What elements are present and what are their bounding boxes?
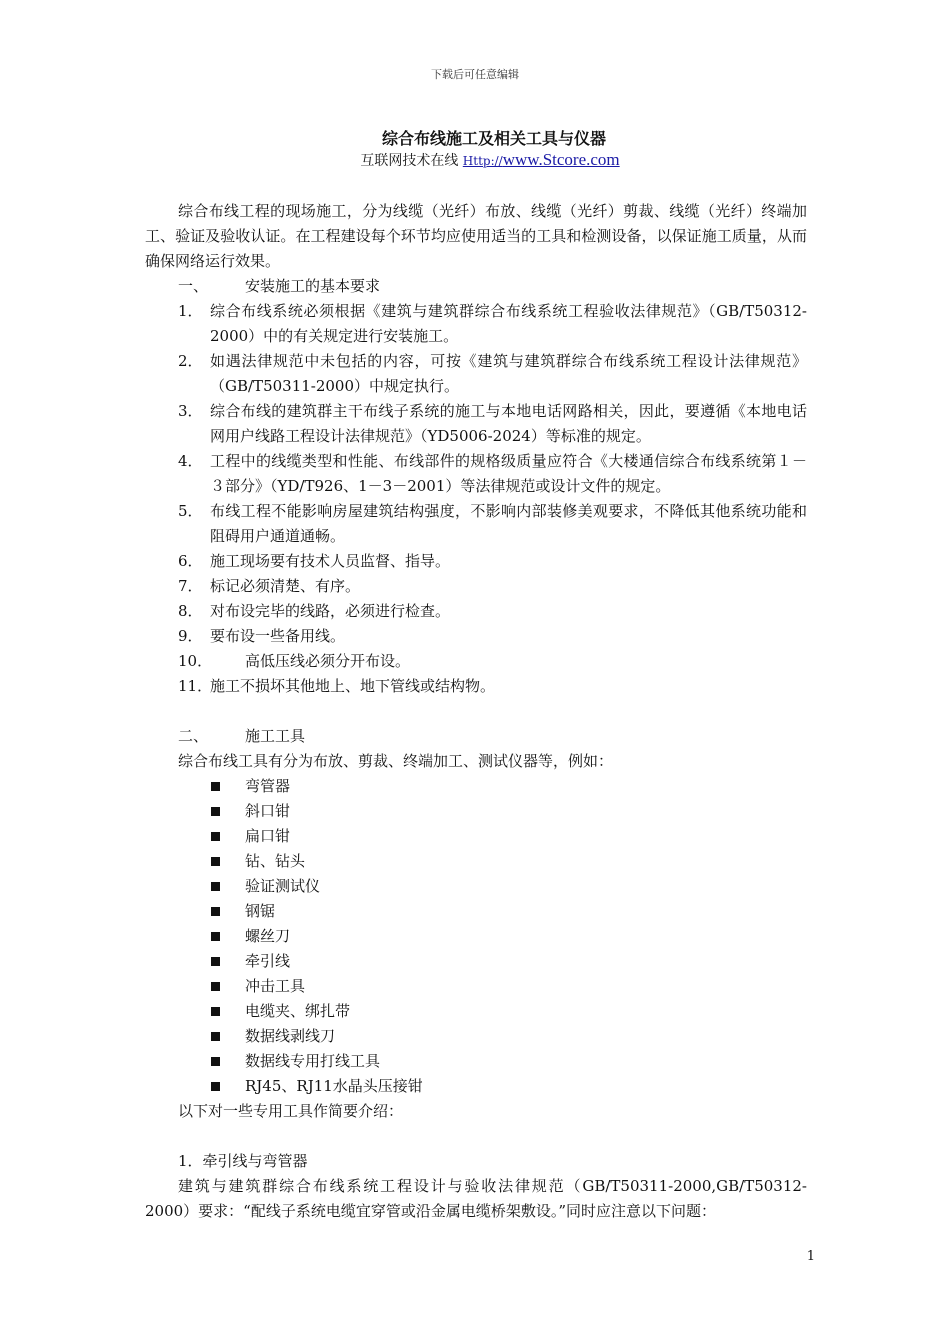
list-number: 5． (178, 502, 203, 520)
document-body (145, 199, 807, 1224)
bullet-item (145, 1074, 807, 1099)
list-number: 9． (178, 627, 203, 645)
list-text: 对布设完毕的线路，必须进行检查。 (210, 602, 451, 620)
bullet-text: 牵引线 (245, 952, 291, 970)
intro-paragraph: 综合布线工程的现场施工，分为线缆（光纤）布放、线缆（光纤）剪裁、线缆（光纤）终端加工、验证及验收认证。在工程建设每个环节均应使用适当的工具和检测设备，以保证施工质量，从而确保网络运行效果。 (145, 202, 807, 270)
square-bullet-icon (211, 924, 245, 949)
list-text: 工程中的线缆类型和性能、布线部件的规格级质量应符合《大楼通信综合布线系统第１－３部分》（YD/T926、1－3－2001）等法律规范或设计文件的规定。 (210, 452, 807, 495)
square-bullet-icon (211, 974, 245, 999)
list-item (145, 674, 807, 699)
list-number: 2． (178, 352, 203, 370)
bullet-text: RJ45、RJ11水晶头压接钳 (245, 1077, 423, 1095)
list-text: 要布设一些备用线。 (210, 627, 346, 645)
list-number: 3． (178, 402, 203, 420)
spacer (145, 1124, 807, 1149)
list-item (145, 549, 807, 574)
square-bullet-icon (211, 899, 245, 924)
bullet-item (145, 799, 807, 824)
bullet-item (145, 874, 807, 899)
square-bullet-icon (211, 774, 245, 799)
list-item (145, 349, 807, 399)
section-title: 安装施工的基本要求 (245, 277, 381, 295)
bullet-item (145, 824, 807, 849)
list-item (145, 499, 807, 549)
list-number: 4． (178, 452, 203, 470)
section-number: 一、 (178, 277, 209, 295)
list-text: 综合布线系统必须根据《建筑与建筑群综合布线系统工程验收法律规范》（GB/T50312-2000）中的有关规定进行安装施工。 (210, 302, 807, 345)
bullet-item (145, 949, 807, 974)
list-item (145, 624, 807, 649)
bullet-text: 验证测试仪 (245, 877, 321, 895)
bullet-item (145, 899, 807, 924)
bullet-item (145, 924, 807, 949)
spacer (145, 699, 807, 724)
section-number: 二、 (178, 727, 209, 745)
square-bullet-icon (211, 949, 245, 974)
list-text: 布线工程不能影响房屋建筑结构强度，不影响内部装修美观要求，不降低其他系统功能和阻碍用户通道通畅。 (210, 502, 807, 545)
bullet-item (145, 974, 807, 999)
bullet-item (145, 1049, 807, 1074)
bullet-text: 斜口钳 (245, 802, 291, 820)
list-number: 11． (178, 677, 213, 695)
source-link-prefix[interactable]: Http:// (462, 154, 503, 168)
square-bullet-icon (211, 1074, 245, 1099)
bullet-text: 数据线剥线刀 (245, 1027, 336, 1045)
square-bullet-icon (211, 799, 245, 824)
list-text: 高低压线必须分开布设。 (245, 652, 411, 670)
bullet-text: 钢锯 (245, 902, 276, 920)
bullet-text: 冲击工具 (245, 977, 306, 995)
header-note: 下载后可任意编辑 (431, 68, 519, 81)
list-text: 施工不损坏其他地上、地下管线或结构物。 (210, 677, 496, 695)
list-item (145, 649, 807, 674)
bullet-text: 数据线专用打线工具 (245, 1052, 381, 1070)
bullet-item (145, 849, 807, 874)
tools-outro: 以下对一些专用工具作简要介绍： (178, 1102, 404, 1120)
section-title: 施工工具 (245, 727, 306, 745)
square-bullet-icon (211, 999, 245, 1024)
list-item (145, 299, 807, 349)
list-text: 施工现场要有技术人员监督、指导。 (210, 552, 451, 570)
list-item (145, 599, 807, 624)
bullet-text: 电缆夹、绑扎带 (245, 1002, 351, 1020)
source-link-domain[interactable]: www.Stcore.com (502, 150, 620, 169)
list-number: 10． (178, 652, 213, 670)
subsection-title: 1．牵引线与弯管器 (178, 1152, 308, 1170)
square-bullet-icon (211, 849, 245, 874)
source-line (0, 150, 950, 170)
square-bullet-icon (211, 1024, 245, 1049)
list-item (145, 449, 807, 499)
square-bullet-icon (211, 824, 245, 849)
list-text: 综合布线的建筑群主干布线子系统的施工与本地电话网路相关，因此，要遵循《本地电话网用户线路工程设计法律规范》（YD5006-2024）等标准的规定。 (210, 402, 807, 445)
list-item (145, 399, 807, 449)
bullet-text: 螺丝刀 (245, 927, 291, 945)
section-heading (145, 274, 807, 299)
bullet-item (145, 999, 807, 1024)
site-name: 互联网技术在线 (360, 153, 459, 169)
subsection-paragraph: 建筑与建筑群综合布线系统工程设计与验收法律规范（GB/T50311-2000,GB/T50312-2000）要求：“配线子系统电缆宜穿管或沿金属电缆桥架敷设。”同时应注意以下问题： (145, 1177, 807, 1220)
list-number: 1． (178, 302, 203, 320)
list-text: 如遇法律规范中未包括的内容，可按《建筑与建筑群综合布线系统工程设计法律规范》（GB/T50311-2000）中规定执行。 (210, 352, 807, 395)
section-heading (145, 724, 807, 749)
list-text: 标记必须清楚、有序。 (210, 577, 361, 595)
bullet-text: 钻、钻头 (245, 852, 306, 870)
list-number: 6． (178, 552, 203, 570)
page-number: 1 (806, 1249, 815, 1264)
bullet-item (145, 774, 807, 799)
bullet-item (145, 1024, 807, 1049)
square-bullet-icon (211, 874, 245, 899)
square-bullet-icon (211, 1049, 245, 1074)
tools-intro: 综合布线工具有分为布放、剪裁、终端加工、测试仪器等，例如： (178, 752, 614, 770)
list-number: 8． (178, 602, 203, 620)
bullet-text: 扁口钳 (245, 827, 291, 845)
list-item (145, 574, 807, 599)
document-title: 综合布线施工及相关工具与仪器 (381, 129, 606, 148)
bullet-text: 弯管器 (245, 777, 291, 795)
list-number: 7． (178, 577, 203, 595)
